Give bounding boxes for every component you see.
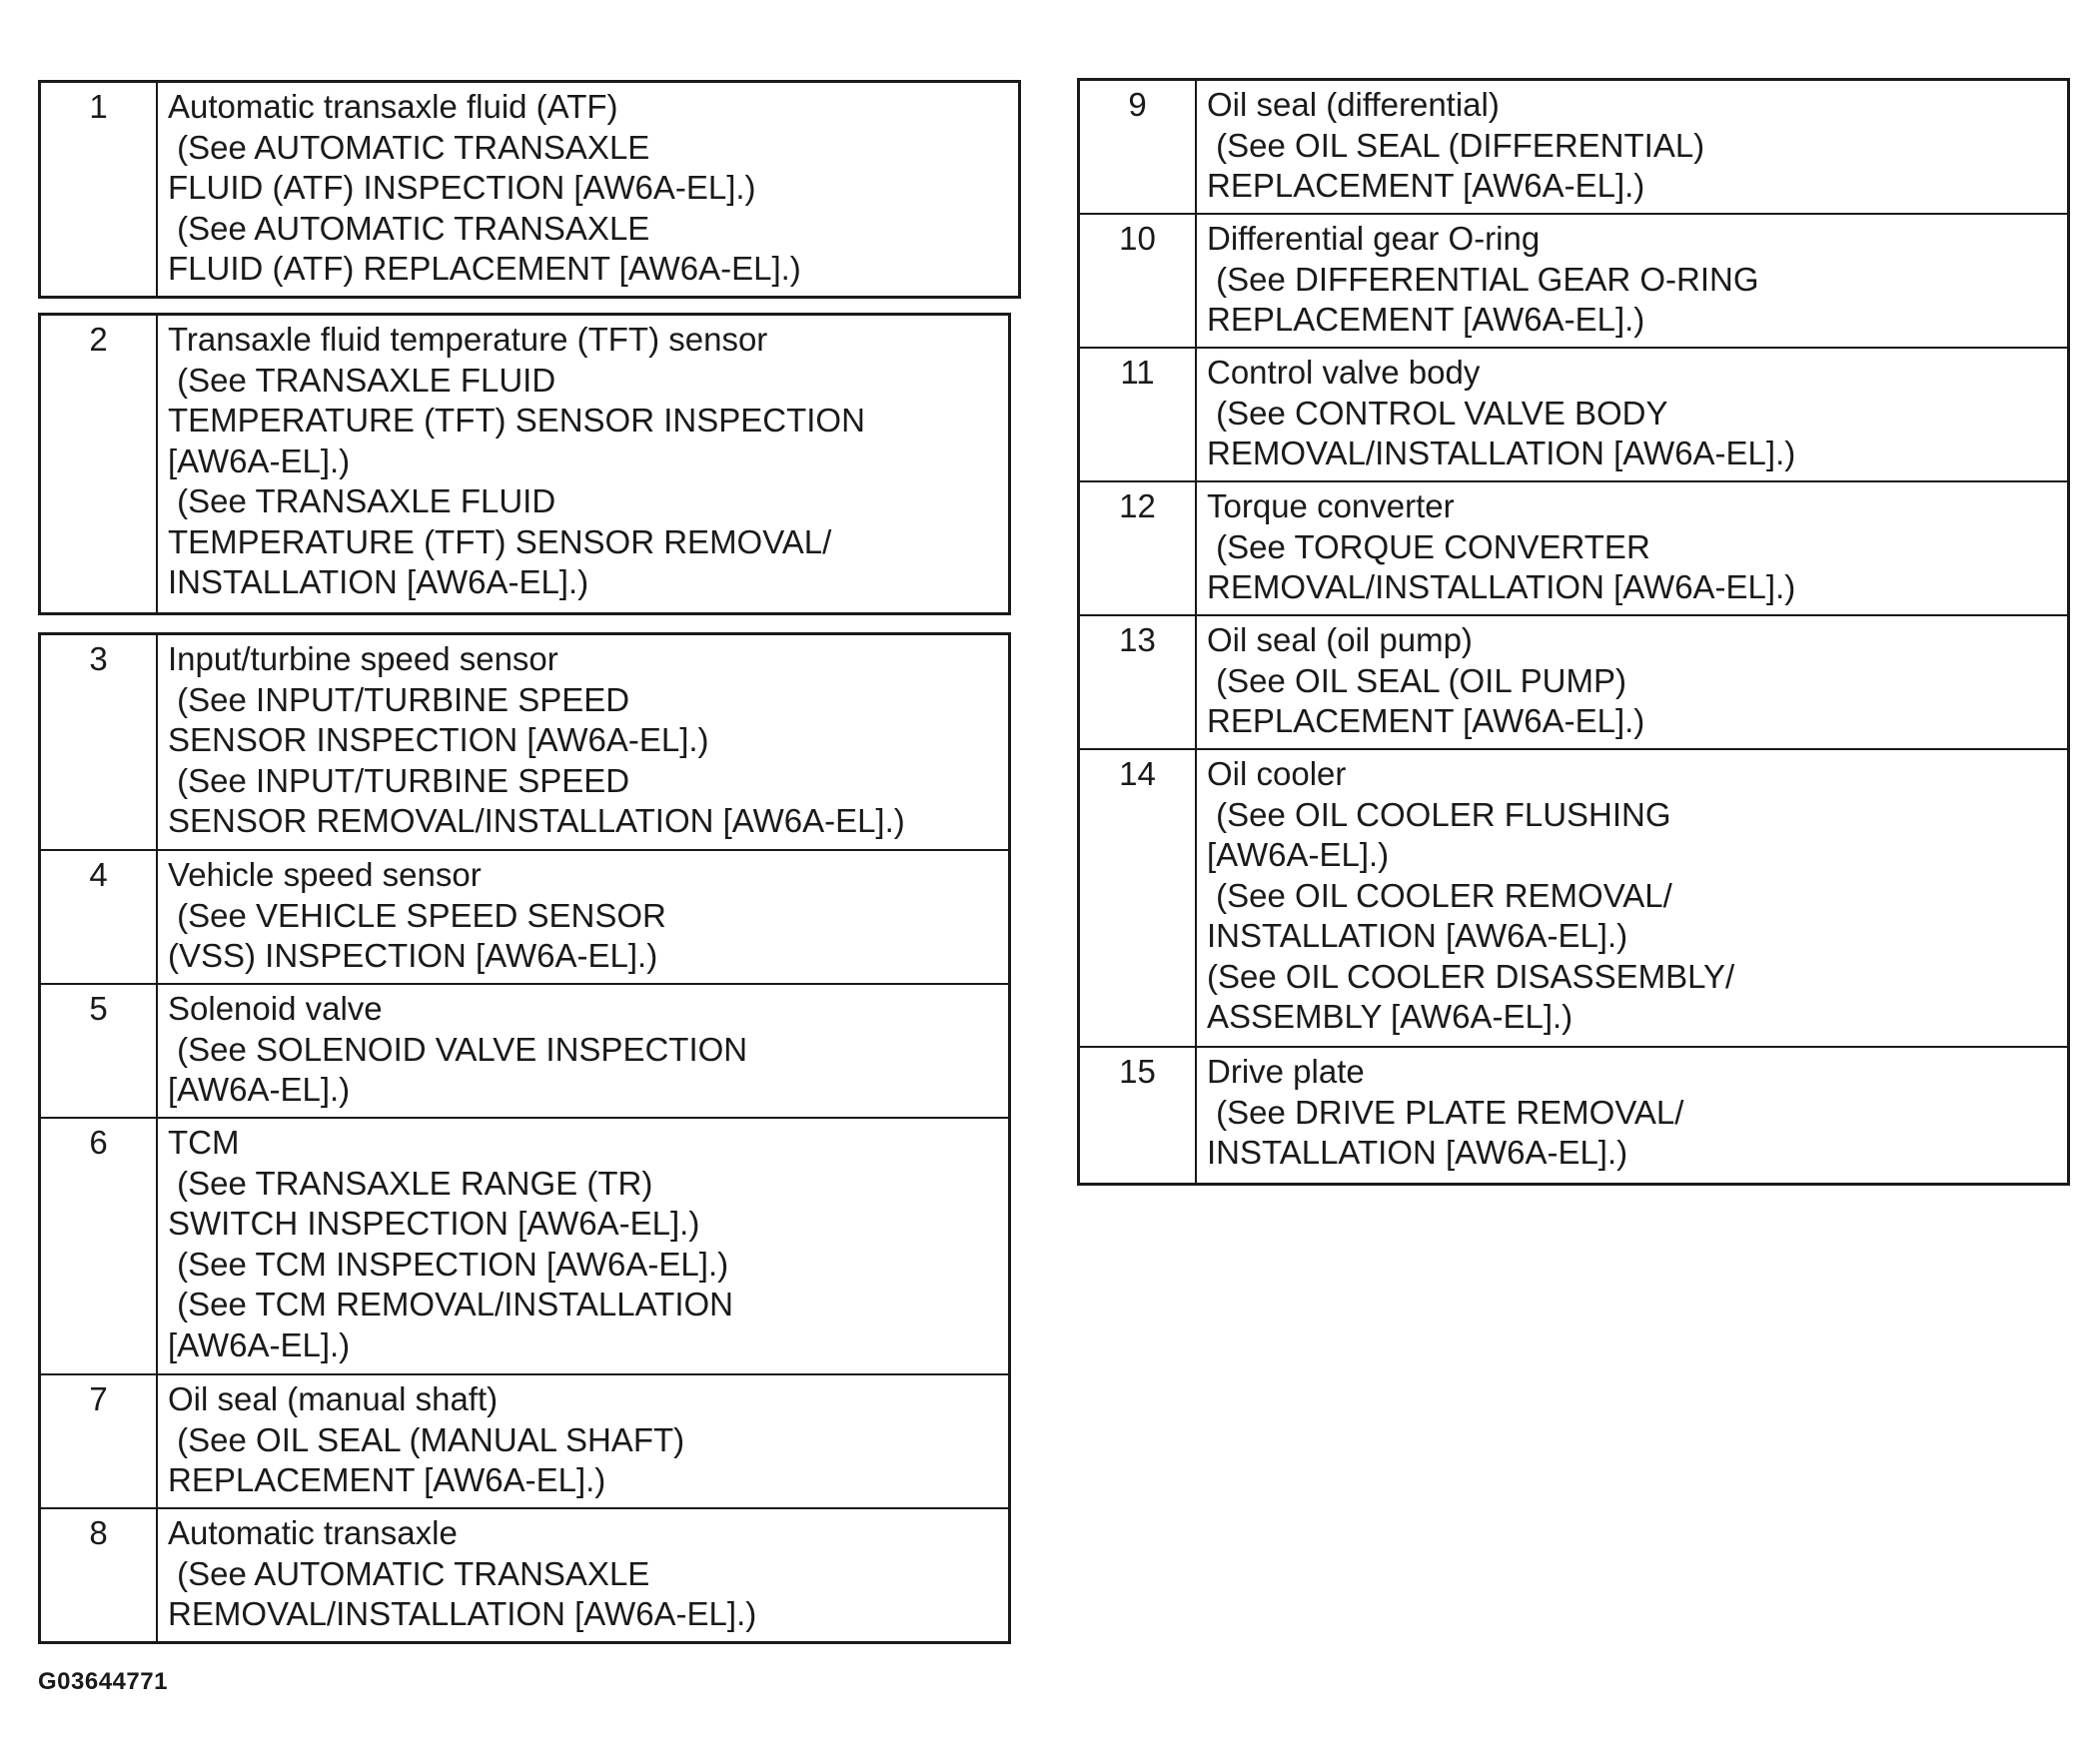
item-description bbox=[158, 316, 1008, 612]
table-row bbox=[1080, 750, 2067, 1048]
table-row bbox=[41, 83, 1018, 296]
table-row bbox=[41, 1119, 1008, 1375]
component-table-3 bbox=[38, 632, 1011, 1644]
reference-line: REPLACEMENT [AW6A-EL].) bbox=[1207, 301, 1645, 338]
reference-line: (See DRIVE PLATE REMOVAL/ bbox=[1207, 1093, 1684, 1131]
component-name: Torque converter bbox=[1207, 487, 1455, 524]
reference-line: (See TCM REMOVAL/INSTALLATION bbox=[168, 1286, 734, 1323]
reference-line: INSTALLATION [AW6A-EL].) bbox=[168, 563, 589, 600]
reference-line: REMOVAL/INSTALLATION [AW6A-EL].) bbox=[1207, 435, 1796, 471]
component-name: TCM bbox=[168, 1124, 240, 1161]
reference-line: INSTALLATION [AW6A-EL].) bbox=[1207, 917, 1628, 954]
component-name: Differential gear O-ring bbox=[1207, 220, 1541, 257]
reference-line: (See TORQUE CONVERTER bbox=[1207, 527, 1650, 565]
item-description bbox=[1197, 81, 2067, 213]
component-table-4 bbox=[1077, 78, 2070, 1186]
table-row bbox=[41, 316, 1008, 612]
item-number: 10 bbox=[1080, 215, 1197, 347]
component-name: Solenoid valve bbox=[168, 990, 383, 1027]
item-number: 11 bbox=[1080, 349, 1197, 480]
figure-code: G03644771 bbox=[38, 1668, 168, 1695]
reference-line: (See AUTOMATIC TRANSAXLE bbox=[168, 209, 650, 247]
table-row bbox=[1080, 349, 2067, 482]
reference-line: REPLACEMENT [AW6A-EL].) bbox=[1207, 167, 1645, 204]
reference-line: TEMPERATURE (TFT) SENSOR INSPECTION bbox=[168, 402, 865, 439]
reference-line: (VSS) INSPECTION [AW6A-EL].) bbox=[168, 937, 658, 974]
reference-line: INSTALLATION [AW6A-EL].) bbox=[1207, 1134, 1628, 1171]
item-description bbox=[1197, 349, 2067, 480]
item-number: 5 bbox=[41, 985, 158, 1117]
reference-line: REPLACEMENT [AW6A-EL].) bbox=[1207, 702, 1645, 739]
reference-line: (See OIL SEAL (DIFFERENTIAL) bbox=[1207, 126, 1705, 164]
item-description bbox=[158, 851, 1008, 983]
item-description bbox=[158, 635, 1008, 849]
reference-line: (See OIL COOLER FLUSHING bbox=[1207, 795, 1671, 833]
table-row bbox=[41, 1375, 1008, 1509]
component-name: Drive plate bbox=[1207, 1053, 1365, 1090]
reference-line: [AW6A-EL].) bbox=[168, 441, 351, 479]
reference-line: (See CONTROL VALVE BODY bbox=[1207, 394, 1668, 432]
reference-line: (See TRANSAXLE FLUID bbox=[168, 482, 556, 519]
reference-line: (See OIL SEAL (MANUAL SHAFT) bbox=[168, 1420, 685, 1458]
reference-line: REMOVAL/INSTALLATION [AW6A-EL].) bbox=[1207, 568, 1796, 605]
reference-line: [AW6A-EL].) bbox=[1207, 836, 1390, 873]
reference-line: REMOVAL/INSTALLATION [AW6A-EL].) bbox=[168, 1595, 757, 1632]
item-description bbox=[1197, 215, 2067, 347]
reference-line: (See SOLENOID VALVE INSPECTION bbox=[168, 1030, 748, 1068]
item-description bbox=[1197, 1048, 2067, 1183]
component-name: Control valve body bbox=[1207, 354, 1481, 391]
component-name: Oil seal (differential) bbox=[1207, 86, 1500, 123]
item-number: 1 bbox=[41, 83, 158, 296]
table-row bbox=[1080, 1048, 2067, 1183]
reference-line: (See VEHICLE SPEED SENSOR bbox=[168, 896, 666, 934]
reference-line: SENSOR REMOVAL/INSTALLATION [AW6A-EL].) bbox=[168, 802, 905, 839]
component-name: Vehicle speed sensor bbox=[168, 856, 482, 893]
item-number: 3 bbox=[41, 635, 158, 849]
component-name: Automatic transaxle fluid (ATF) bbox=[168, 88, 618, 125]
component-name: Input/turbine speed sensor bbox=[168, 640, 558, 677]
component-name: Automatic transaxle bbox=[168, 1514, 458, 1551]
item-number: 7 bbox=[41, 1375, 158, 1507]
item-number: 9 bbox=[1080, 81, 1197, 213]
item-description bbox=[158, 1509, 1008, 1641]
reference-line: FLUID (ATF) INSPECTION [AW6A-EL].) bbox=[168, 169, 756, 206]
component-table-2 bbox=[38, 313, 1011, 615]
item-description bbox=[1197, 616, 2067, 748]
reference-line: (See TCM INSPECTION [AW6A-EL].) bbox=[168, 1245, 729, 1283]
reference-line: TEMPERATURE (TFT) SENSOR REMOVAL/ bbox=[168, 522, 832, 560]
item-number: 12 bbox=[1080, 482, 1197, 614]
reference-line: FLUID (ATF) REPLACEMENT [AW6A-EL].) bbox=[168, 250, 801, 287]
table-row bbox=[1080, 215, 2067, 349]
reference-line: (See TRANSAXLE RANGE (TR) bbox=[168, 1164, 653, 1202]
item-number: 6 bbox=[41, 1119, 158, 1373]
item-description bbox=[1197, 750, 2067, 1046]
item-number: 15 bbox=[1080, 1048, 1197, 1183]
item-number: 14 bbox=[1080, 750, 1197, 1046]
table-row bbox=[41, 985, 1008, 1119]
table-row bbox=[41, 1509, 1008, 1641]
component-table-1 bbox=[38, 80, 1021, 299]
reference-line: (See TRANSAXLE FLUID bbox=[168, 361, 556, 399]
item-number: 2 bbox=[41, 316, 158, 612]
reference-line: (See OIL SEAL (OIL PUMP) bbox=[1207, 661, 1626, 699]
component-name: Oil seal (oil pump) bbox=[1207, 621, 1473, 658]
reference-line: (See OIL COOLER DISASSEMBLY/ bbox=[1207, 957, 1735, 995]
item-number: 13 bbox=[1080, 616, 1197, 748]
item-description bbox=[1197, 482, 2067, 614]
item-description bbox=[158, 985, 1008, 1117]
reference-line: (See OIL COOLER REMOVAL/ bbox=[1207, 876, 1672, 914]
component-name: Oil cooler bbox=[1207, 755, 1347, 792]
reference-line: REPLACEMENT [AW6A-EL].) bbox=[168, 1461, 606, 1498]
item-description bbox=[158, 83, 1018, 296]
item-number: 4 bbox=[41, 851, 158, 983]
reference-line: SENSOR INSPECTION [AW6A-EL].) bbox=[168, 721, 709, 758]
reference-line: [AW6A-EL].) bbox=[168, 1071, 351, 1108]
component-name: Transaxle fluid temperature (TFT) sensor bbox=[168, 321, 768, 358]
reference-line: [AW6A-EL].) bbox=[168, 1325, 351, 1363]
item-description bbox=[158, 1375, 1008, 1507]
table-row bbox=[1080, 81, 2067, 215]
table-row bbox=[1080, 482, 2067, 616]
table-row bbox=[41, 635, 1008, 851]
item-description bbox=[158, 1119, 1008, 1373]
reference-line: SWITCH INSPECTION [AW6A-EL].) bbox=[168, 1205, 700, 1242]
table-row bbox=[41, 851, 1008, 985]
reference-line: (See INPUT/TURBINE SPEED bbox=[168, 680, 630, 718]
reference-line: (See AUTOMATIC TRANSAXLE bbox=[168, 128, 650, 166]
component-name: Oil seal (manual shaft) bbox=[168, 1380, 499, 1417]
item-number: 8 bbox=[41, 1509, 158, 1641]
reference-line: ASSEMBLY [AW6A-EL].) bbox=[1207, 998, 1574, 1035]
reference-line: (See INPUT/TURBINE SPEED bbox=[168, 761, 630, 799]
table-row bbox=[1080, 616, 2067, 750]
reference-line: (See DIFFERENTIAL GEAR O-RING bbox=[1207, 260, 1759, 298]
reference-line: (See AUTOMATIC TRANSAXLE bbox=[168, 1554, 650, 1592]
